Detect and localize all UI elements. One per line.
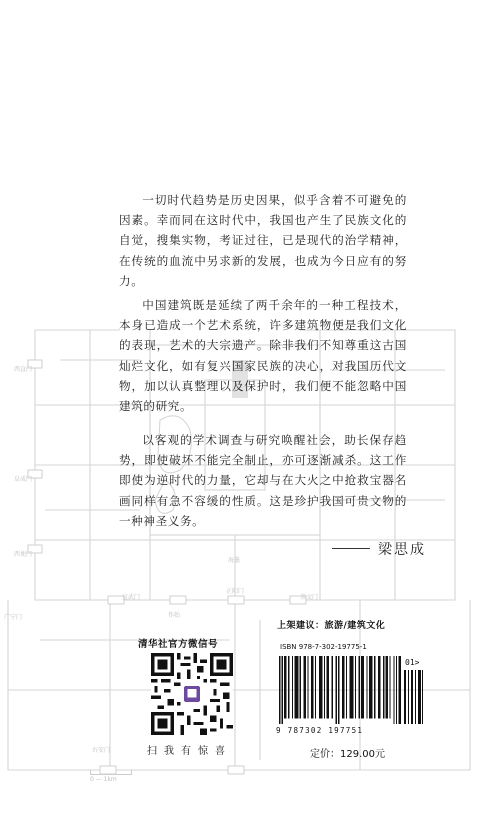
quote-paragraph-3: 以客观的学术调查与研究唤醒社会，助长保存趋势，即使破坏不能完全制止，亦可逐渐减杀。这工作即使为逆时代的力量，它却与在大火之中抢救宝器名画同样有急不容缓的性质。这是珍护我国可贵文物的一种神圣义务。 bbox=[119, 433, 407, 528]
wechat-title: 清华社官方微信号 bbox=[138, 639, 219, 650]
map-label: 正阳门 bbox=[226, 588, 245, 595]
map-scale-label: 0 — 1km bbox=[90, 776, 117, 783]
quote-author: 梁思成 bbox=[378, 542, 426, 558]
signature-dash bbox=[332, 548, 370, 549]
map-label: 右安门 bbox=[92, 747, 111, 754]
map-label: 海墨 bbox=[228, 557, 241, 564]
barcode-addon bbox=[404, 670, 424, 724]
map-label: 阜成门 bbox=[14, 476, 33, 483]
map-label: 宣武门 bbox=[122, 594, 141, 601]
map-label: 西直门 bbox=[14, 366, 33, 373]
isbn-barcode bbox=[279, 656, 401, 724]
map-label: 广宁门 bbox=[4, 614, 23, 621]
price: 定价：129.00元 bbox=[310, 749, 385, 760]
barcode-addon-code: 01> bbox=[405, 658, 420, 667]
isbn-text: ISBN 978-7-302-19775-1 bbox=[280, 643, 367, 651]
quote-paragraph-1: 一切时代趋势是历史因果，似乎含着不可避免的因素。幸而同在这时代中，我国也产生了民族文化的自觉，搜集实物，考证过往，已是现代的治学精神，在传统的血流中另求新的发展，也成为今日应有的努力。 bbox=[119, 193, 407, 288]
shelf-suggestion: 上架建议：旅游/建筑文化 bbox=[277, 621, 386, 631]
map-scale-bar bbox=[90, 770, 132, 775]
quote-paragraph-2: 中国建筑既是延续了两千余年的一种工程技术，本身已造成一个艺术系统，许多建筑物便是我们文化的表现，艺术的大宗遗产。除非我们不知尊重这古国灿烂文化，如有复兴国家民族的决心，对我国历代文物，加以认真整理以及保护时，我们便不能忽略中国建筑的研究。 bbox=[119, 298, 407, 414]
wechat-qr-code[interactable] bbox=[151, 653, 233, 735]
map-label: 崇文门 bbox=[300, 594, 319, 601]
map-label: 西便门 bbox=[14, 551, 33, 558]
wechat-caption: 扫我有惊喜 bbox=[147, 746, 232, 757]
barcode-digits: 9 787302 197751 bbox=[276, 726, 364, 735]
map-label: 作始 bbox=[168, 612, 181, 619]
